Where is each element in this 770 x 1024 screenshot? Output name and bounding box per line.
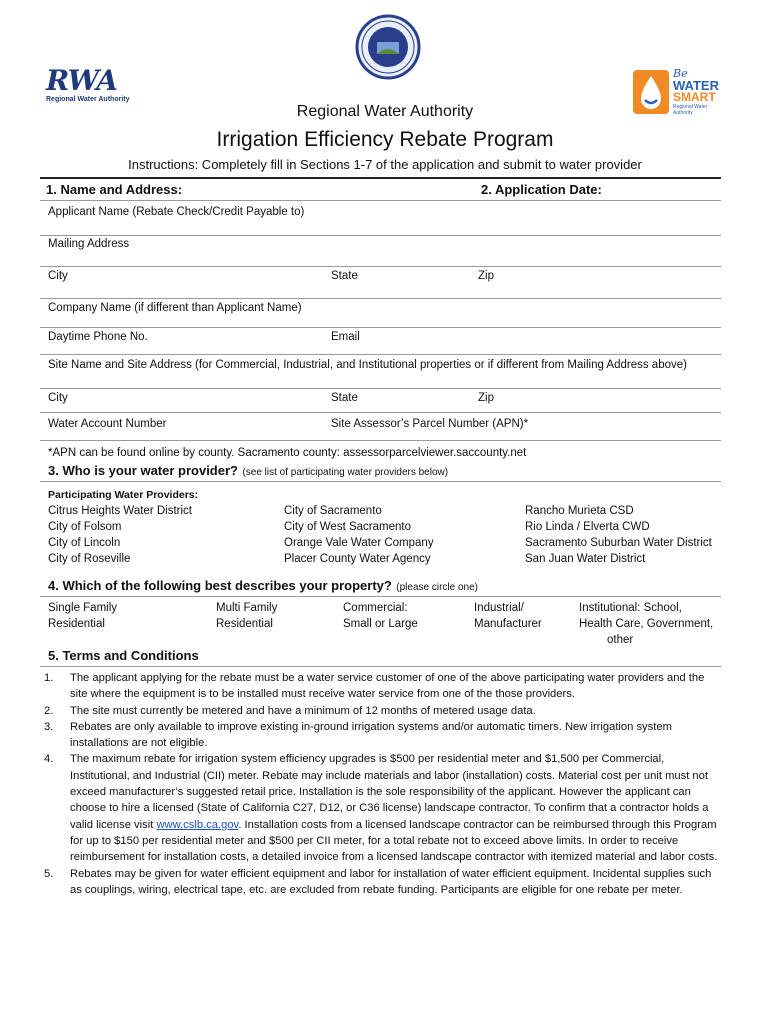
divider: [40, 298, 721, 299]
option-line: Institutional: School,: [579, 602, 682, 614]
district-seal-icon: [355, 14, 421, 80]
site-address-field[interactable]: Site Name and Site Address (for Commercial, Industrial, and Institutional properties or if different from Mailing Address above): [48, 359, 687, 371]
option-line: Manufacturer: [474, 618, 542, 630]
rwa-logo-subtitle: Regional Water Authority: [46, 96, 130, 103]
provider-item: City of Lincoln: [48, 537, 121, 549]
provider-item: City of Roseville: [48, 553, 131, 565]
section-3-title: 3. Who is your water provider?: [48, 463, 238, 478]
term-text: The site must currently be metered and have a minimum of 12 months of metered usage data.: [70, 704, 536, 717]
providers-col-1: [48, 503, 192, 567]
divider: [40, 266, 721, 267]
property-option-commercial[interactable]: [343, 600, 418, 632]
property-option-multi-family[interactable]: [216, 600, 277, 632]
provider-item: City of Folsom: [48, 521, 122, 533]
site-city-field[interactable]: City: [48, 392, 68, 404]
term-item: 5. Rebates may be given for water efficient equipment and labor for installation of water efficient equipment. Incidental supplies such as couplings, wiring, electrical tape, etc. are excluded from rebate funding. Participants are eligible for one rebate per meter.: [44, 866, 724, 899]
providers-col-3: [525, 503, 712, 567]
section-3-heading: [48, 462, 448, 480]
bws-smart: SMART: [673, 90, 716, 104]
provider-item: San Juan Water District: [525, 553, 646, 565]
instructions: Instructions: Completely fill in Sections 1-7 of the application and submit to water provider: [128, 157, 642, 172]
section-5-heading: 5. Terms and Conditions: [48, 648, 199, 663]
bws-be: Be: [673, 67, 688, 80]
water-account-field[interactable]: Water Account Number: [48, 418, 167, 430]
provider-item: Citrus Heights Water District: [48, 505, 192, 517]
term-text-part: . Installation costs from a licensed landscape contractor can be reimbursed through this Program for up to $150 per residential meter and $500 per CII meter, for a total rebate not to exceed above limits. In order to receive reimbursement for installation costs, a detailed invoice from a licensed landscape contractor with itemized material and labor costs.: [70, 818, 718, 864]
divider: [40, 327, 721, 328]
term-text: Rebates are only available to improve existing in-ground irrigation systems and/or automatic timers. New irrigation system installations are not eligible.: [70, 720, 672, 750]
divider: [40, 354, 721, 355]
section-1-heading: 1. Name and Address:: [46, 182, 183, 197]
rwa-logo-mark: RWA: [46, 64, 118, 97]
section-4-note: (please circle one): [396, 582, 478, 593]
section-4-title: 4. Which of the following best describes your property?: [48, 578, 392, 593]
provider-item: Orange Vale Water Company: [284, 537, 434, 549]
org-name: Regional Water Authority: [296, 103, 474, 120]
company-name-field[interactable]: Company Name (if different than Applicant Name): [48, 302, 302, 314]
applicant-name-field[interactable]: Applicant Name (Rebate Check/Credit Payable to): [48, 206, 305, 218]
divider: [40, 200, 721, 201]
option-line: Single Family: [48, 602, 118, 614]
term-item: 3. Rebates are only available to improve existing in-ground irrigation systems and/or automatic timers. New irrigation system installations are not eligible.: [44, 719, 724, 752]
rwa-logo: [46, 66, 138, 106]
provider-item: Placer County Water Agency: [284, 553, 431, 565]
provider-item: Rio Linda / Elverta CWD: [525, 521, 650, 533]
apn-note: *APN can be found online by county. Sacramento county: assessorparcelviewer.saccounty.net: [48, 447, 527, 459]
divider: [40, 440, 721, 441]
term-item: 1. The applicant applying for the rebate must be a water service customer of one of the above participating water providers and the site where the equipment is to be installed must receive water service from one of the those providers.: [44, 670, 724, 703]
option-line: Residential: [48, 618, 105, 630]
terms-list: [44, 670, 724, 898]
apn-field[interactable]: Site Assessor’s Parcel Number (APN)*: [331, 418, 529, 430]
option-line: other: [607, 634, 634, 646]
divider: [40, 412, 721, 413]
section-3-note: (see list of participating water providers below): [242, 467, 449, 478]
bws-subtitle: Regional Water Authority: [673, 104, 708, 116]
mailing-address-field[interactable]: Mailing Address: [48, 238, 130, 250]
option-line: Multi Family: [216, 602, 278, 614]
term-item: 4. The maximum rebate for irrigation system efficiency upgrades is $500 per residential meter and $1,500 per Commercial, Institutional, and Industrial (CII) meter. Rebate may include materials and labor (installation) costs. Material cost per unit must not exceed manufacturer’s suggested retail price. Installation is the sole responsibility of the applicant. However the applicant can choose to hire a licensed (State of California C27, D12, or C36 license) landscape contractor. To confirm that a contractor holds a valid license visit www.cslb.ca.gov. Installation costs from a licensed landscape contractor can be reimbursed through this Program for up to $150 per residential meter and $500 per CII meter, for a total rebate not to exceed above limits. In order to receive reimbursement for installation costs, a detailed invoice from a licensed landscape contractor with itemized material and labor costs.: [44, 751, 724, 865]
zip-field[interactable]: Zip: [478, 270, 494, 282]
section-4-heading: [48, 577, 478, 595]
state-field[interactable]: State: [331, 270, 358, 282]
option-line: Residential: [216, 618, 273, 630]
divider: [40, 177, 721, 179]
section-2-heading: 2. Application Date:: [481, 182, 602, 197]
term-text-part: The maximum rebate for irrigation system efficiency upgrades is $500 per residential meter and $1,500 per Commercial, Institutional, and Industrial (CII) meter. Rebate may include materials and labor (installation) costs. Material cost per unit must not exceed manufacturer’s suggested retail price. Installation is the sole responsibility of the applicant. However the applicant can choose to hire a licensed (State of California C27, D12, or C36 license) landscape contractor. To confirm that a contractor holds a valid license visit: [70, 753, 709, 831]
divider: [40, 235, 721, 236]
term-text: Rebates may be given for water efficient equipment and labor for installation of water efficient equipment. Incidental supplies such as couplings, wiring, electrical tape, etc. are excluded from rebate funding. Participants are eligible for one rebate per meter.: [70, 867, 712, 896]
email-field[interactable]: Email: [331, 331, 360, 343]
providers-col-2: [284, 503, 434, 567]
district-seal-text: [355, 14, 356, 15]
divider: [40, 596, 721, 597]
property-option-industrial[interactable]: [474, 600, 542, 632]
option-line: Commercial:: [343, 602, 408, 614]
option-line: Industrial/: [474, 602, 524, 614]
property-option-single-family[interactable]: [48, 600, 117, 632]
provider-item: City of West Sacramento: [284, 521, 411, 533]
district-seal: [355, 14, 421, 80]
city-field[interactable]: City: [48, 270, 68, 282]
page-title: Irrigation Efficiency Rebate Program: [216, 128, 554, 151]
phone-field[interactable]: Daytime Phone No.: [48, 331, 148, 343]
divider: [40, 666, 721, 667]
providers-label: Participating Water Providers:: [48, 489, 199, 501]
term-text: [70, 751, 724, 865]
provider-item: City of Sacramento: [284, 505, 382, 517]
divider: [40, 388, 721, 389]
provider-item: Rancho Murieta CSD: [525, 505, 634, 517]
cslb-link[interactable]: www.cslb.ca.gov: [156, 818, 239, 831]
term-text: The applicant applying for the rebate must be a water service customer of one of the above participating water providers and the site where the equipment is to be installed must receive water service from one of the those providers.: [70, 672, 705, 701]
site-state-field[interactable]: State: [331, 392, 358, 404]
term-item: 2. The site must currently be metered and have a minimum of 12 months of metered usage data.: [44, 703, 724, 719]
bws-water: WATER: [673, 78, 719, 93]
property-option-institutional[interactable]: [579, 600, 713, 648]
provider-item: Sacramento Suburban Water District: [525, 537, 712, 549]
divider: [40, 481, 721, 482]
site-zip-field[interactable]: Zip: [478, 392, 494, 404]
option-line: Small or Large: [343, 618, 418, 630]
option-line: Health Care, Government,: [579, 618, 714, 630]
